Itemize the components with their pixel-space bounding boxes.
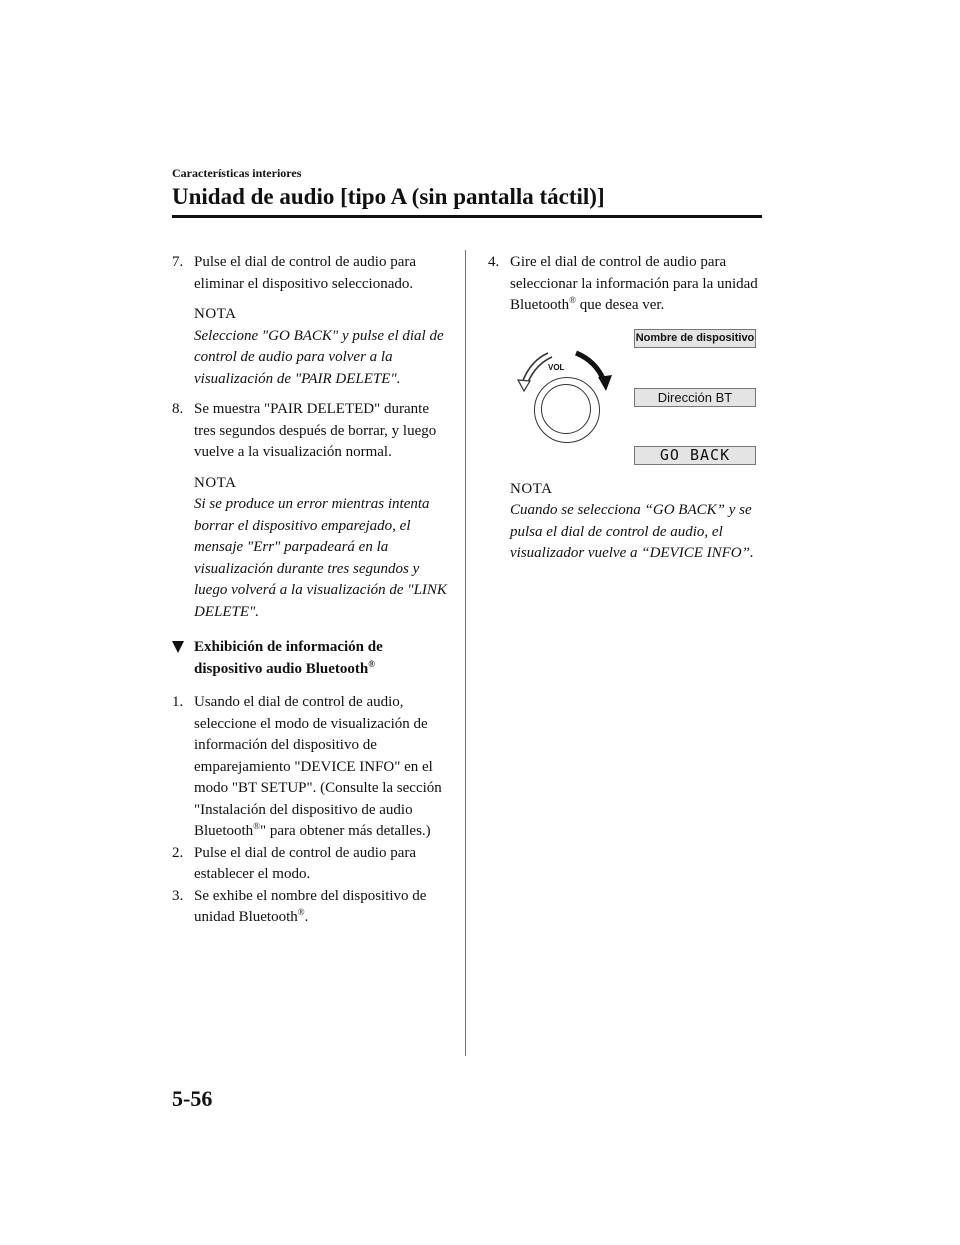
step-8 xyxy=(172,399,450,464)
page-number: 5-56 xyxy=(172,1086,213,1111)
display-bt-address: Dirección BT xyxy=(634,388,756,407)
step-text-continued: que desea ver. xyxy=(576,297,665,313)
dial-inner-ring xyxy=(541,384,591,434)
step-4 xyxy=(488,252,760,317)
registered-mark: ® xyxy=(368,658,375,669)
step-text: Se exhibe el nombre del dispositivo de unidad Bluetooth xyxy=(194,887,427,925)
step-number: 7. xyxy=(172,254,184,270)
title-rule xyxy=(172,215,762,218)
display-go-back: GO BACK xyxy=(634,446,756,465)
audio-control-dial-icon xyxy=(534,377,600,443)
step-text: Pulse el dial de control de audio para establecer el modo. xyxy=(194,844,417,882)
section-label: Características interiores xyxy=(172,166,302,180)
note-step-7 xyxy=(194,304,450,390)
right-column xyxy=(488,252,760,574)
note-label: NOTA xyxy=(510,480,553,497)
step-7 xyxy=(172,252,450,295)
subsection-heading-text: Exhibición de información de dispositivo audio Bluetooth xyxy=(194,639,383,677)
note-step-4 xyxy=(510,479,760,565)
vol-label: VOL xyxy=(548,362,565,372)
step-text-continued: " para obtener más detalles.) xyxy=(260,823,431,839)
registered-mark: ® xyxy=(569,295,577,305)
step-1 xyxy=(172,692,450,843)
triangle-bullet-icon xyxy=(172,641,184,653)
step-2 xyxy=(172,843,450,886)
registered-mark: ® xyxy=(253,821,261,831)
step-text-continued: . xyxy=(304,909,309,925)
step-number: 2. xyxy=(172,844,184,861)
step-number: 8. xyxy=(172,401,184,417)
step-3 xyxy=(172,886,450,929)
display-device-name: Nombre de dispositivo xyxy=(634,329,756,348)
step-text: Pulse el dial de control de audio para eliminar el dispositivo seleccionado. xyxy=(194,254,417,292)
step-number: 1. xyxy=(172,694,184,710)
note-text: Si se produce un error mientras intenta borrar el dispositivo emparejado, el mensaje "Err" parpadeará en la visualización durante tres segundos y luego volverá a la visualización de "LINK DELETE". xyxy=(194,496,447,620)
step-text: Gire el dial de control de audio para seleccionar la información para la unidad Bluetooth xyxy=(510,254,758,313)
step-number: 3. xyxy=(172,887,184,904)
column-divider xyxy=(465,250,466,1056)
left-column xyxy=(172,252,450,929)
step-text: Usando el dial de control de audio, seleccione el modo de visualización de información del dispositivo de emparejamiento "DEVICE INFO" en el modo "BT SETUP". (Consulte la sección "Instalación del dispositivo de audio Bluetooth xyxy=(194,694,442,839)
note-text: Cuando se selecciona “GO BACK” y se pulsa el dial de control de audio, el visualizador vuelve a “DEVICE INFO”. xyxy=(510,502,754,561)
page-title: Unidad de audio [tipo A (sin pantalla táctil)] xyxy=(172,184,605,209)
note-step-8 xyxy=(194,473,450,624)
step-number: 4. xyxy=(488,254,500,270)
audio-dial-figure xyxy=(488,329,760,469)
note-text: Seleccione "GO BACK" y pulse el dial de control de audio para volver a la visualización de "PAIR DELETE". xyxy=(194,327,444,387)
note-label: NOTA xyxy=(194,474,237,491)
registered-mark: ® xyxy=(297,907,305,917)
subsection-heading xyxy=(172,637,450,680)
note-label: NOTA xyxy=(194,306,237,322)
step-text: Se muestra "PAIR DELETED" durante tres segundos después de borrar, y luego vuelve a la visualización normal. xyxy=(194,401,437,460)
